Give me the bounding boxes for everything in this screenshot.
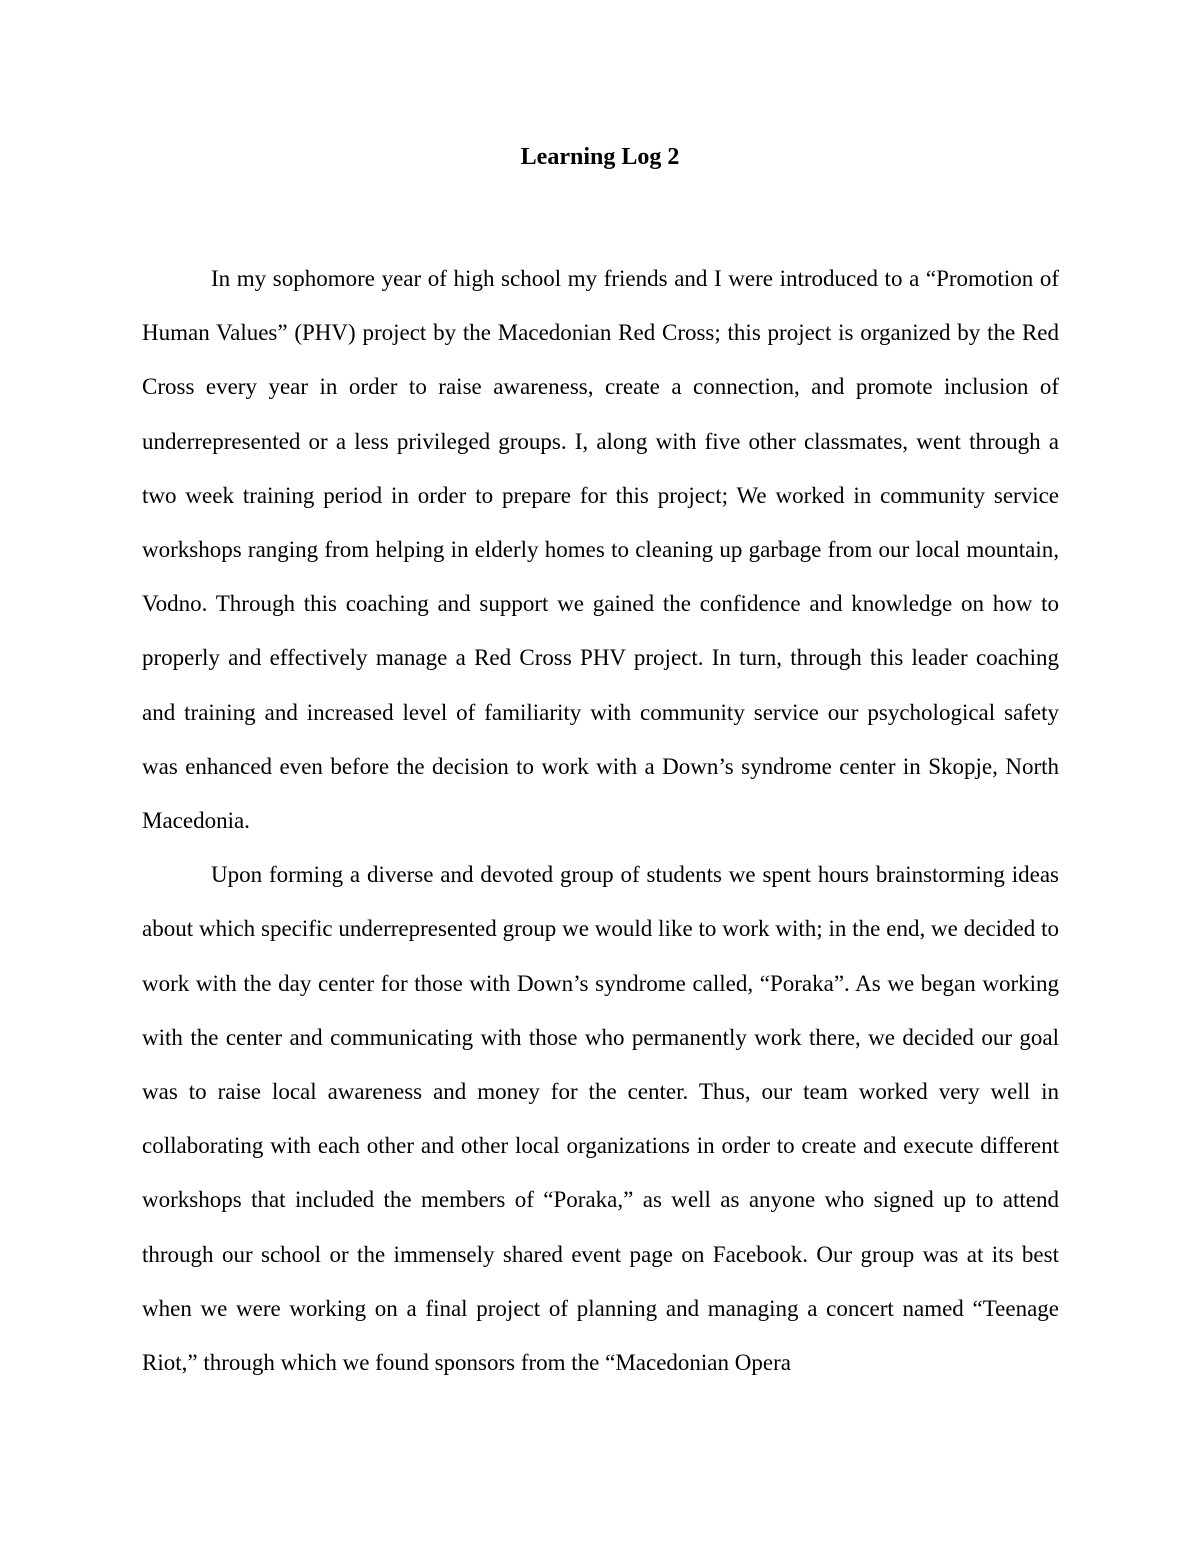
- paragraph-1: In my sophomore year of high school my friends and I were introduced to a “Promotion of Human Values” (PHV) project by the Macedonian Red Cross; this project is organized by the Red Cross every year in order to raise awareness, create a connection, and promote inclusion of underrepresented or a less privileged groups. I, along with five other classmates, went through a two week training period in order to prepare for this project; We worked in community service workshops ranging from helping in elderly homes to cleaning up garbage from our local mountain, Vodno. Through this coaching and support we gained the confidence and knowledge on how to properly and effectively manage a Red Cross PHV project. In turn, through this leader coaching and training and increased level of familiarity with community service our psychological safety was enhanced even before the decision to work with a Down’s syndrome center in Skopje, North Macedonia.: [142, 266, 1059, 834]
- document-title: Learning Log 2: [520, 144, 680, 170]
- paragraph-2: Upon forming a diverse and devoted group of students we spent hours brainstorming ideas about which specific underrepresented group we would like to work with; in the end, we decided to work with the day center for those with Down’s syndrome called, “Poraka”. As we began working with the center and communicating with those who permanently work there, we decided our goal was to raise local awareness and money for the center. Thus, our team worked very well in collaborating with each other and other local organizations in order to create and execute different workshops that included the members of “Poraka,” as well as anyone who signed up to attend through our school or the immensely shared event page on Facebook. Our group was at its best when we were working on a final project of planning and managing a concert named “Teenage Riot,” through which we found sponsors from the “Macedonian Opera: [142, 862, 1059, 1376]
- document-body: [142, 252, 1059, 1390]
